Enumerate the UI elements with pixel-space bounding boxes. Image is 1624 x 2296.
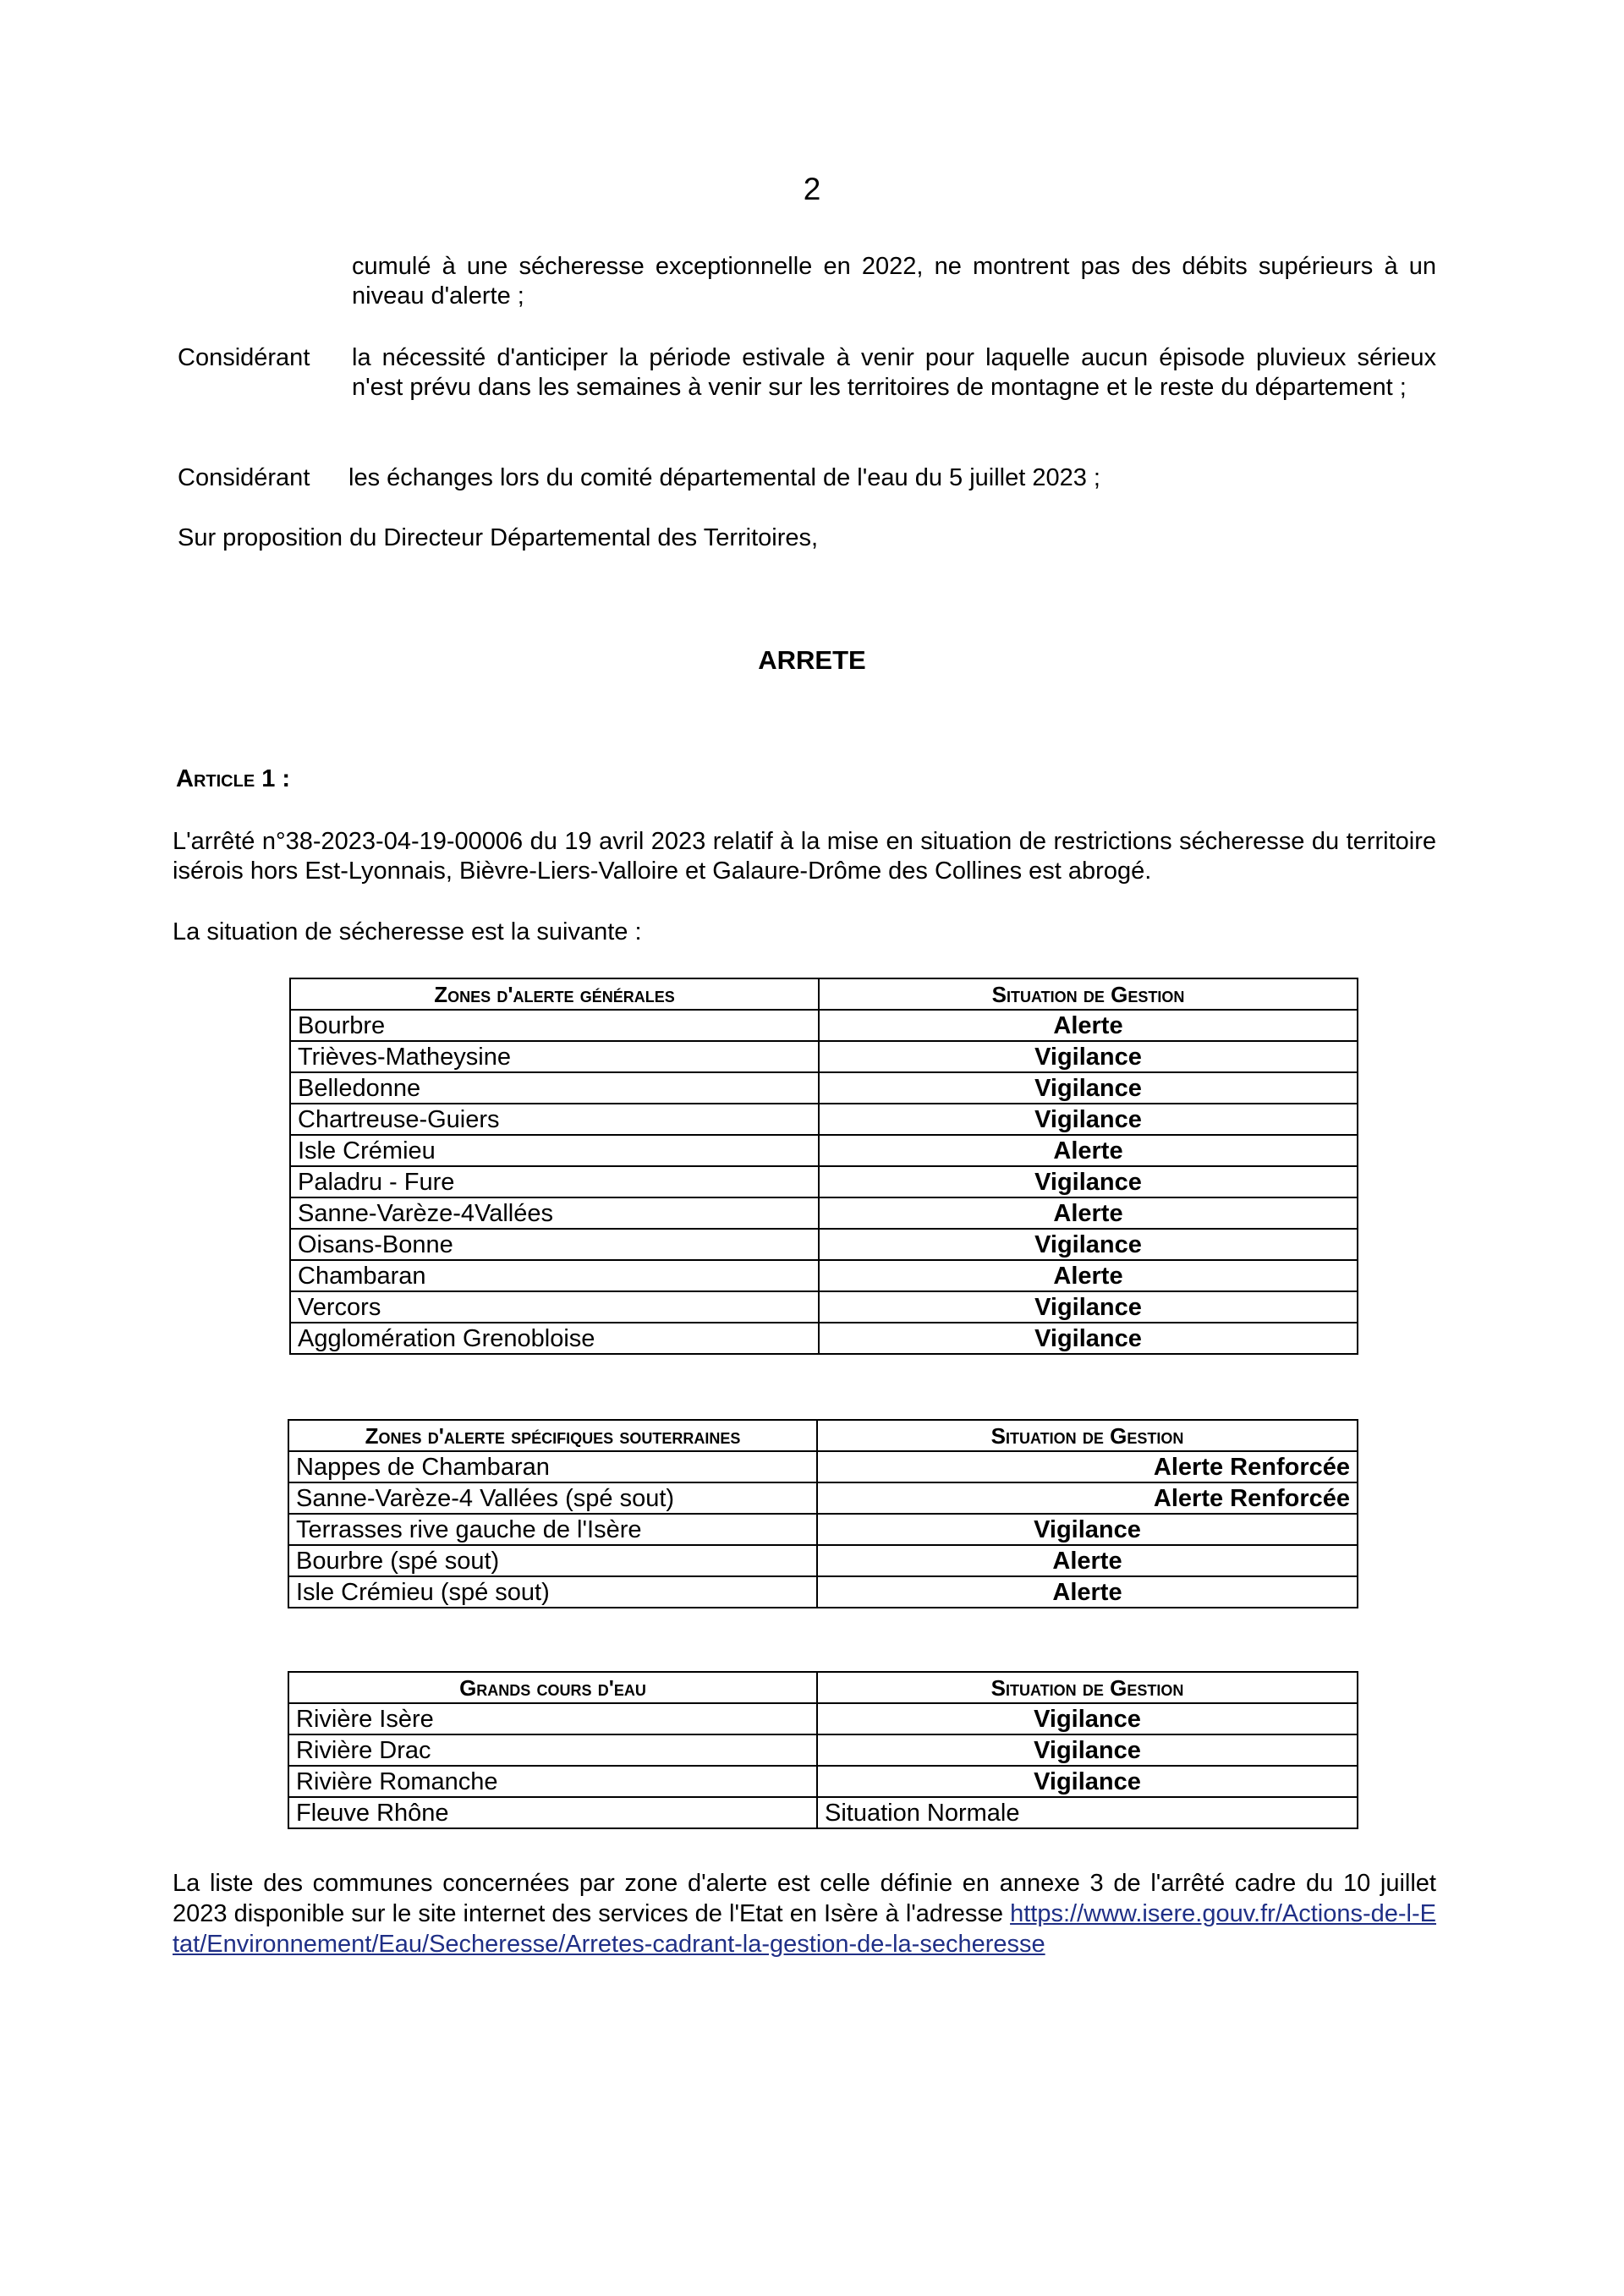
zone-cell: Isle Crémieu (290, 1135, 819, 1166)
situation-cell: Vigilance (819, 1323, 1358, 1354)
article-heading: Article 1 : (176, 765, 291, 792)
situation-cell: Vigilance (819, 1041, 1358, 1072)
situation-cell: Vigilance (817, 1514, 1358, 1545)
column-header-situation: Situation de Gestion (819, 978, 1358, 1010)
situation-cell: Vigilance (819, 1072, 1358, 1104)
situation-cell: Situation Normale (817, 1797, 1358, 1828)
table-header-row (290, 978, 1358, 1010)
table-row (290, 1291, 1358, 1323)
zone-cell: Fleuve Rhône (288, 1797, 817, 1828)
zone-cell: Sanne-Varèze-4Vallées (290, 1197, 819, 1229)
zone-cell: Isle Crémieu (spé sout) (288, 1576, 817, 1608)
zone-cell: Vercors (290, 1291, 819, 1323)
situation-cell: Alerte (819, 1135, 1358, 1166)
table-row (290, 1229, 1358, 1260)
situation-cell: Alerte (817, 1545, 1358, 1576)
communes-link[interactable]: https://www.isere.gouv.fr/Actions-de-l-Etat/Environnement/Eau/Secheresse/Arretes-cadrant-la-gestion-de-la-secheresse (173, 1900, 1436, 1958)
table-row (290, 1323, 1358, 1354)
column-header-situation: Situation de Gestion (817, 1420, 1358, 1451)
column-header-zone: Zones d'alerte spécifiques souterraines (288, 1420, 817, 1451)
article-text: L'arrêté n°38-2023-04-19-00006 du 19 avril 2023 relatif à la mise en situation de restrictions sécheresse du territoire isérois hors Est-Lyonnais, Bièvre-Liers-Valloire et Galaure-Drôme des Collines est abrogé. (173, 828, 1436, 885)
table-row (290, 1104, 1358, 1135)
table-header-row (288, 1672, 1358, 1703)
situation-cell: Alerte (819, 1010, 1358, 1041)
table-row (290, 1041, 1358, 1072)
situation-cell: Vigilance (817, 1766, 1358, 1797)
decree-title: ARRETE (758, 645, 866, 675)
table-general-zones (289, 978, 1358, 1355)
situation-cell: Vigilance (819, 1291, 1358, 1323)
table-row (288, 1703, 1358, 1734)
table-row (290, 1166, 1358, 1197)
table-row (290, 1010, 1358, 1041)
zone-cell: Chambaran (290, 1260, 819, 1291)
situation-cell: Alerte (819, 1197, 1358, 1229)
communes-text: La liste des communes concernées par zone d'alerte est celle définie en annexe 3 de l'arrêté cadre du 10 juillet 2023 disponible sur le site internet des services de l'Etat en Isère à l'adresse (173, 1870, 1436, 1927)
zone-cell: Terrasses rive gauche de l'Isère (288, 1514, 817, 1545)
situation-cell: Alerte (817, 1576, 1358, 1608)
column-header-situation: Situation de Gestion (817, 1672, 1358, 1703)
considerant-2-label: Considérant (178, 464, 310, 491)
table-groundwater-zones (288, 1419, 1358, 1608)
communes-paragraph (173, 1868, 1436, 1959)
table-row (288, 1734, 1358, 1766)
table-row (288, 1451, 1358, 1482)
situation-cell: Vigilance (819, 1229, 1358, 1260)
table-row (290, 1197, 1358, 1229)
considerant-1-text: la nécessité d'anticiper la période estivale à venir pour laquelle aucun épisode pluvieux sérieux n'est prévu dans les semaines à venir sur les territoires de montagne et le reste du département ; (352, 344, 1436, 401)
zone-cell: Rivière Drac (288, 1734, 817, 1766)
page-number: 2 (803, 172, 821, 206)
zone-cell: Oisans-Bonne (290, 1229, 819, 1260)
column-header-zone: Zones d'alerte générales (290, 978, 819, 1010)
table-row (290, 1260, 1358, 1291)
situation-cell: Alerte Renforcée (817, 1451, 1358, 1482)
zone-cell: Paladru - Fure (290, 1166, 819, 1197)
situation-cell: Alerte Renforcée (817, 1482, 1358, 1514)
zone-cell: Chartreuse-Guiers (290, 1104, 819, 1135)
table-row (288, 1797, 1358, 1828)
table-row (288, 1576, 1358, 1608)
situation-cell: Alerte (819, 1260, 1358, 1291)
zone-cell: Rivière Isère (288, 1703, 817, 1734)
zone-cell: Agglomération Grenobloise (290, 1323, 819, 1354)
zone-cell: Sanne-Varèze-4 Vallées (spé sout) (288, 1482, 817, 1514)
zone-cell: Bourbre (spé sout) (288, 1545, 817, 1576)
column-header-zone: Grands cours d'eau (288, 1672, 817, 1703)
zone-cell: Rivière Romanche (288, 1766, 817, 1797)
table-major-rivers (288, 1671, 1358, 1829)
table-row (288, 1482, 1358, 1514)
table-header-row (288, 1420, 1358, 1451)
table-row (288, 1766, 1358, 1797)
considerant-1-label: Considérant (178, 344, 310, 371)
table-row (288, 1514, 1358, 1545)
considerant-2-text: les échanges lors du comité départemental de l'eau du 5 juillet 2023 ; (348, 464, 1100, 491)
zone-cell: Belledonne (290, 1072, 819, 1104)
situation-cell: Vigilance (819, 1104, 1358, 1135)
table-row (290, 1135, 1358, 1166)
zone-cell: Trièves-Matheysine (290, 1041, 819, 1072)
situation-cell: Vigilance (817, 1734, 1358, 1766)
intro-continuation: cumulé à une sécheresse exceptionnelle en 2022, ne montrent pas des débits supérieurs à un niveau d'alerte ; (352, 253, 1436, 310)
situation-intro: La situation de sécheresse est la suivante : (173, 918, 642, 945)
situation-cell: Vigilance (819, 1166, 1358, 1197)
zone-cell: Bourbre (290, 1010, 819, 1041)
table-row (290, 1072, 1358, 1104)
zone-cell: Nappes de Chambaran (288, 1451, 817, 1482)
table-row (288, 1545, 1358, 1576)
proposition: Sur proposition du Directeur Départemental des Territoires, (178, 524, 819, 551)
situation-cell: Vigilance (817, 1703, 1358, 1734)
